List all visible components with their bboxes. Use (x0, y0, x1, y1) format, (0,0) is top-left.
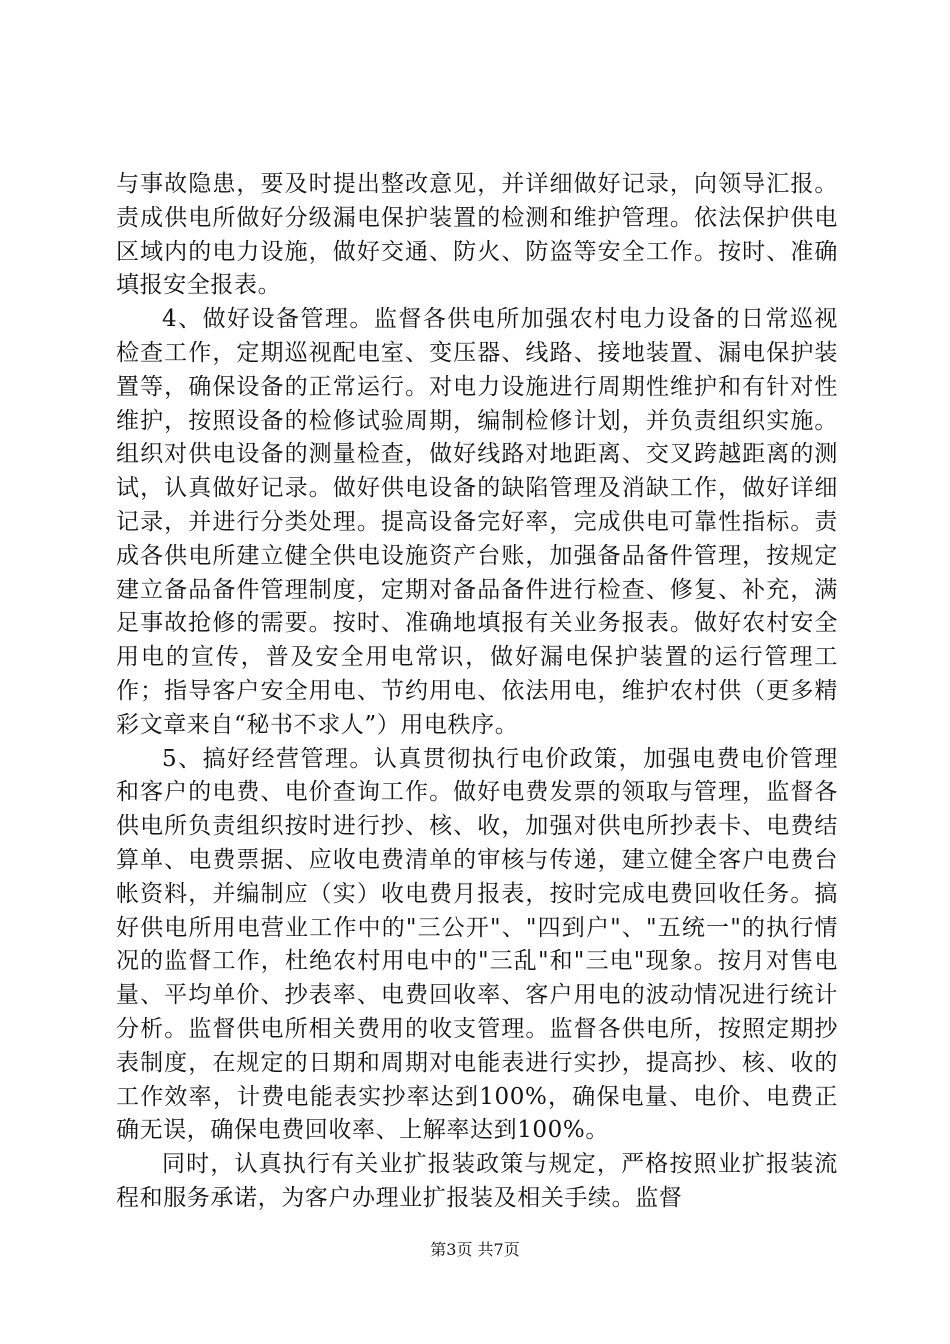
paragraph-2: 4、做好设备管理。监督各供电所加强农村电力设备的日常巡视检查工作，定期巡视配电室、变压器、线路、接地装置、漏电保护装置等，确保设备的正常运行。对电力设施进行周期性维护和有针对性维护，按照设备的检修试验周期，编制检修计划，并负责组织实施。组织对供电设备的测量检查，做好线路对地距离、交叉跨越距离的测试，认真做好记录。做好供电设备的缺陷管理及消缺工作，做好详细记录，并进行分类处理。提高设备完好率，完成供电可靠性指标。责成各供电所建立健全供电设施资产台账，加强备品备件管理，按规定建立备品备件管理制度，定期对备品备件进行检查、修复、补充，满足事故抢修的需要。按时、准确地填报有关业务报表。做好农村安全用电的宣传，普及安全用电常识，做好漏电保护装置的运行管理工作；指导客户安全用电、节约用电、依法用电，维护农村供（更多精彩文章来自“秘书不求人”）用电秩序。 (116, 306, 838, 738)
document-body (116, 168, 838, 1216)
page-footer (0, 1240, 950, 1260)
paragraph-4: 同时，认真执行有关业扩报装政策与规定，严格按照业扩报装流程和服务承诺，为客户办理业扩报装及相关手续。监督 (116, 1151, 838, 1211)
paragraph-3: 5、搞好经营管理。认真贯彻执行电价政策，加强电费电价管理和客户的电费、电价查询工作。做好电费发票的领取与管理，监督各供电所负责组织按时进行抄、核、收，加强对供电所抄表卡、电费结算单、电费票据、应收电费清单的审核与传递，建立健全客户电费台帐资料，并编制应（实）收电费月报表，按时完成电费回收任务。搞好供电所用电营业工作中的"三公开"、"四到户"、"五统一"的执行情况的监督工作，杜绝农村用电中的"三乱"和"三电"现象。按月对售电量、平均单价、抄表率、电费回收率、客户用电的波动情况进行统计分析。监督供电所相关费用的收支管理。监督各供电所，按照定期抄表制度，在规定的日期和周期对电能表进行实抄，提高抄、核、收的工作效率，计费电能表实抄率达到100%，确保电量、电价、电费正确无误，确保电费回收率、上解率达到100%。 (116, 745, 838, 1144)
paragraph-1: 与事故隐患，要及时提出整改意见，并详细做好记录，向领导汇报。责成供电所做好分级漏电保护装置的检测和维护管理。依法保护供电区域内的电力设施，做好交通、防火、防盗等安全工作。按时、准确填报安全报表。 (116, 171, 838, 299)
page-number: 第3页 共7页 (430, 1240, 520, 1259)
